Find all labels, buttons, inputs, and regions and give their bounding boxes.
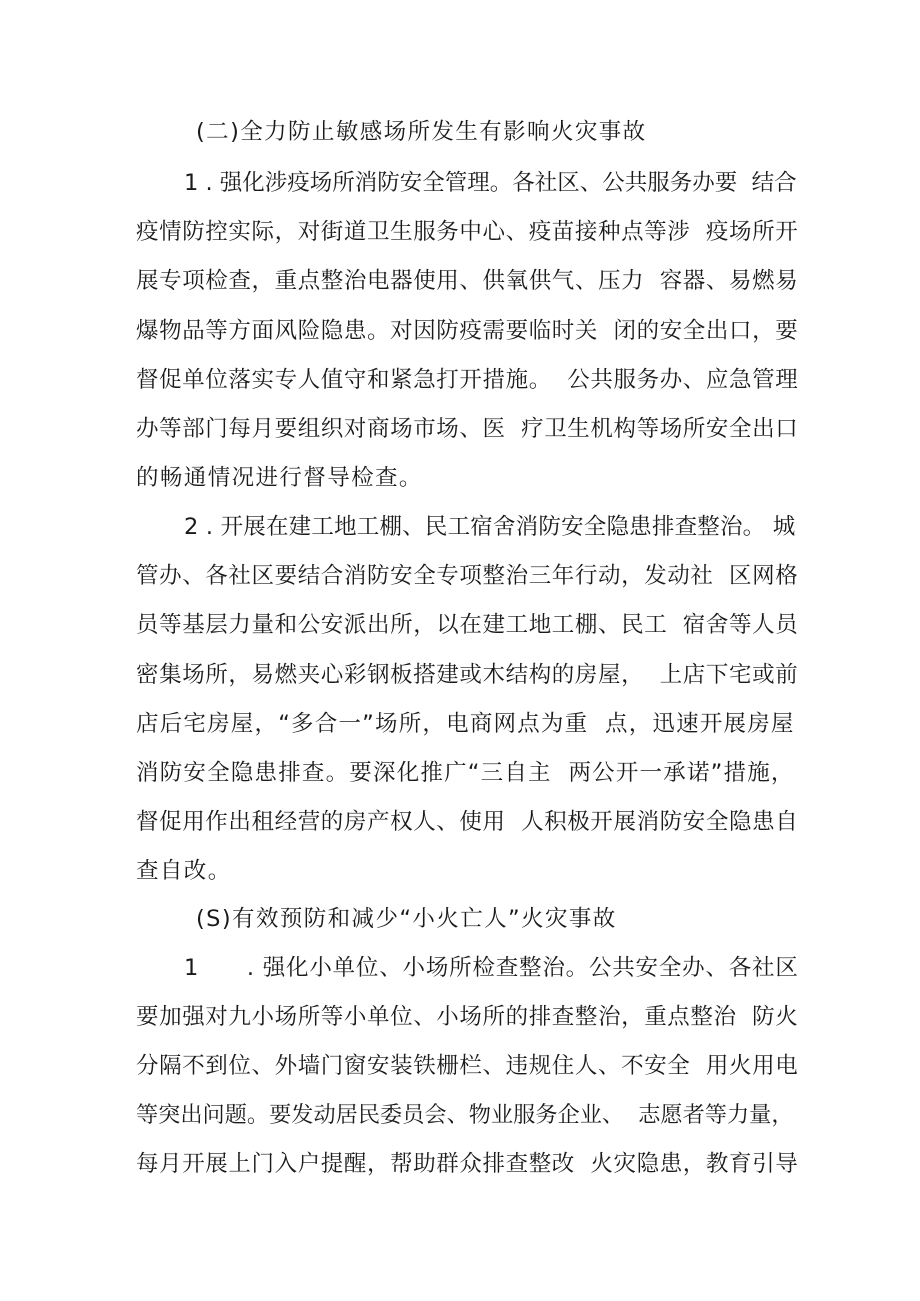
section-heading-two: (二)全力防止敏感场所发生有影响火灾事故 [196,119,647,145]
paragraph-line: 店后宅房屋，“多合一”场所，电商网点为重 点，迅速开展房屋 [136,711,795,737]
paragraph-line: 员等基层力量和公安派出所，以在建工地工棚、民工 宿舍等人员 [136,612,799,638]
paragraph-line: 督促单位落实专人值守和紧急打开措施。 公共服务办、应急管理 [136,367,799,393]
paragraph-line: 1 . 强化小单位、小场所检查整治。公共安全办、各社区 [184,955,799,981]
paragraph-line: 每月开展上门入户提醒，帮助群众排查整改 火灾隐患，教育引导 [136,1151,799,1177]
paragraph-line: 分隔不到位、外墙门窗安装铁栅栏、违规住人、不安全 用火用电 [136,1053,799,1079]
paragraph-line: 的畅通情况进行督导检查。 [136,465,423,491]
paragraph-line: 管办、各社区要结合消防安全专项整治三年行动，发动社 区网格 [136,563,799,589]
paragraph-line: 办等部门每月要组织对商场市场、医 疗卫生机构等场所安全出口 [136,416,799,442]
paragraph-line: 密集场所，易燃夹心彩钢板搭建或木结构的房屋， 上店下宅或前 [136,662,799,688]
paragraph-line: 2 . 开展在建工地工棚、民工宿舍消防安全隐患排查整治。 城 [184,514,796,540]
paragraph-line: 要加强对九小场所等小单位、小场所的排查整治，重点整治 防火 [136,1004,799,1030]
paragraph-line: 等突出问题。要发动居民委员会、物业服务企业、 志愿者等力量， [136,1102,794,1128]
section-heading-three: (S)有效预防和减少“小火亡人”火灾事故 [196,906,617,932]
paragraph-line: 疫情防控实际，对街道卫生服务中心、疫苗接种点等涉 疫场所开 [136,219,799,245]
paragraph-line: 1 . 强化涉疫场所消防安全管理。各社区、公共服务办要 结合 [184,170,797,196]
paragraph-line: 消防安全隐患排查。要深化推广“三自主 两公开一承诺”措施， [136,760,795,786]
paragraph-line: 督促用作出租经营的房产权人、使用 人积极开展消防安全隐患自 [136,809,799,835]
paragraph-line: 查自改。 [136,858,232,884]
paragraph-line: 爆物品等方面风险隐患。对因防疫需要临时关 闭的安全出口，要 [136,318,799,344]
paragraph-line: 展专项检查，重点整治电器使用、供氧供气、压力 容器、易燃易 [136,268,799,294]
